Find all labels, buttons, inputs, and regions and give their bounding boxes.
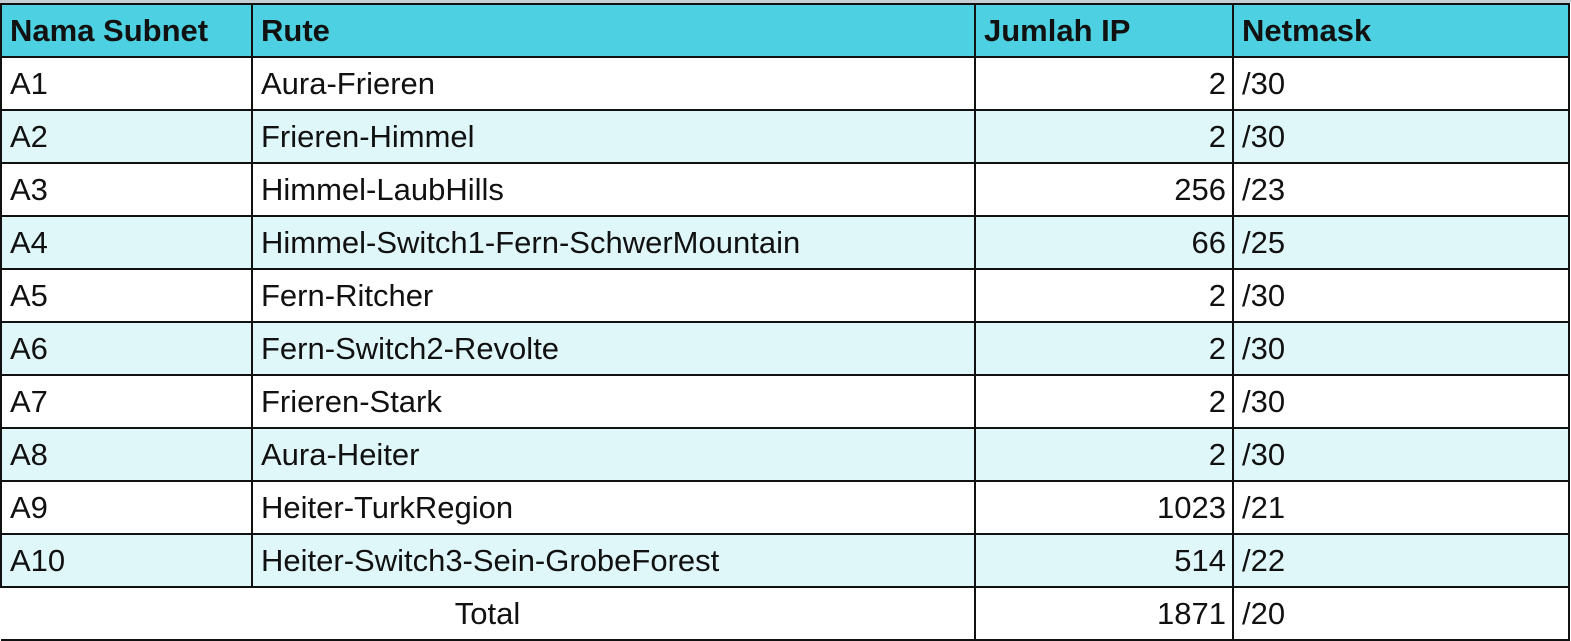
- header-route[interactable]: Rute: [252, 4, 975, 57]
- total-netmask[interactable]: /20: [1233, 587, 1569, 640]
- total-label[interactable]: Total: [1, 587, 975, 640]
- header-netmask[interactable]: Netmask: [1233, 4, 1569, 57]
- cell-netmask[interactable]: /30: [1233, 57, 1569, 110]
- table-row: [1, 269, 1569, 322]
- cell-subnet[interactable]: A3: [1, 163, 252, 216]
- cell-netmask[interactable]: /30: [1233, 269, 1569, 322]
- table-row: [1, 428, 1569, 481]
- table-row: [1, 163, 1569, 216]
- cell-netmask[interactable]: /22: [1233, 534, 1569, 587]
- cell-subnet[interactable]: A9: [1, 481, 252, 534]
- cell-subnet[interactable]: A8: [1, 428, 252, 481]
- cell-subnet[interactable]: A5: [1, 269, 252, 322]
- cell-netmask[interactable]: /30: [1233, 428, 1569, 481]
- cell-ip-count[interactable]: 2: [975, 322, 1233, 375]
- table-row: [1, 110, 1569, 163]
- cell-ip-count[interactable]: 1023: [975, 481, 1233, 534]
- header-ip-count[interactable]: Jumlah IP: [975, 4, 1233, 57]
- table-row: [1, 57, 1569, 110]
- cell-subnet[interactable]: A7: [1, 375, 252, 428]
- total-ip-count[interactable]: 1871: [975, 587, 1233, 640]
- cell-ip-count[interactable]: 2: [975, 375, 1233, 428]
- cell-route[interactable]: Heiter-TurkRegion: [252, 481, 975, 534]
- table-row: [1, 534, 1569, 587]
- cell-ip-count[interactable]: 2: [975, 57, 1233, 110]
- header-row: [1, 4, 1569, 57]
- cell-route[interactable]: Fern-Switch2-Revolte: [252, 322, 975, 375]
- header-subnet[interactable]: Nama Subnet: [1, 4, 252, 57]
- cell-route[interactable]: Fern-Ritcher: [252, 269, 975, 322]
- cell-route[interactable]: Aura-Frieren: [252, 57, 975, 110]
- table-row: [1, 375, 1569, 428]
- cell-ip-count[interactable]: 514: [975, 534, 1233, 587]
- cell-ip-count[interactable]: 2: [975, 110, 1233, 163]
- cell-subnet[interactable]: A1: [1, 57, 252, 110]
- cell-ip-count[interactable]: 2: [975, 428, 1233, 481]
- cell-route[interactable]: Himmel-Switch1-Fern-SchwerMountain: [252, 216, 975, 269]
- cell-netmask[interactable]: /25: [1233, 216, 1569, 269]
- cell-subnet[interactable]: A4: [1, 216, 252, 269]
- cell-ip-count[interactable]: 256: [975, 163, 1233, 216]
- cell-subnet[interactable]: A6: [1, 322, 252, 375]
- cell-netmask[interactable]: /23: [1233, 163, 1569, 216]
- table-row: [1, 322, 1569, 375]
- cell-ip-count[interactable]: 66: [975, 216, 1233, 269]
- cell-netmask[interactable]: /21: [1233, 481, 1569, 534]
- cell-route[interactable]: Heiter-Switch3-Sein-GrobeForest: [252, 534, 975, 587]
- cell-netmask[interactable]: /30: [1233, 110, 1569, 163]
- cell-netmask[interactable]: /30: [1233, 375, 1569, 428]
- cell-subnet[interactable]: A2: [1, 110, 252, 163]
- subnet-table: [0, 3, 1570, 641]
- table-row: [1, 216, 1569, 269]
- cell-route[interactable]: Frieren-Himmel: [252, 110, 975, 163]
- cell-subnet[interactable]: A10: [1, 534, 252, 587]
- cell-route[interactable]: Frieren-Stark: [252, 375, 975, 428]
- table-row: [1, 481, 1569, 534]
- cell-route[interactable]: Himmel-LaubHills: [252, 163, 975, 216]
- total-row: [1, 587, 1569, 640]
- cell-ip-count[interactable]: 2: [975, 269, 1233, 322]
- cell-route[interactable]: Aura-Heiter: [252, 428, 975, 481]
- cell-netmask[interactable]: /30: [1233, 322, 1569, 375]
